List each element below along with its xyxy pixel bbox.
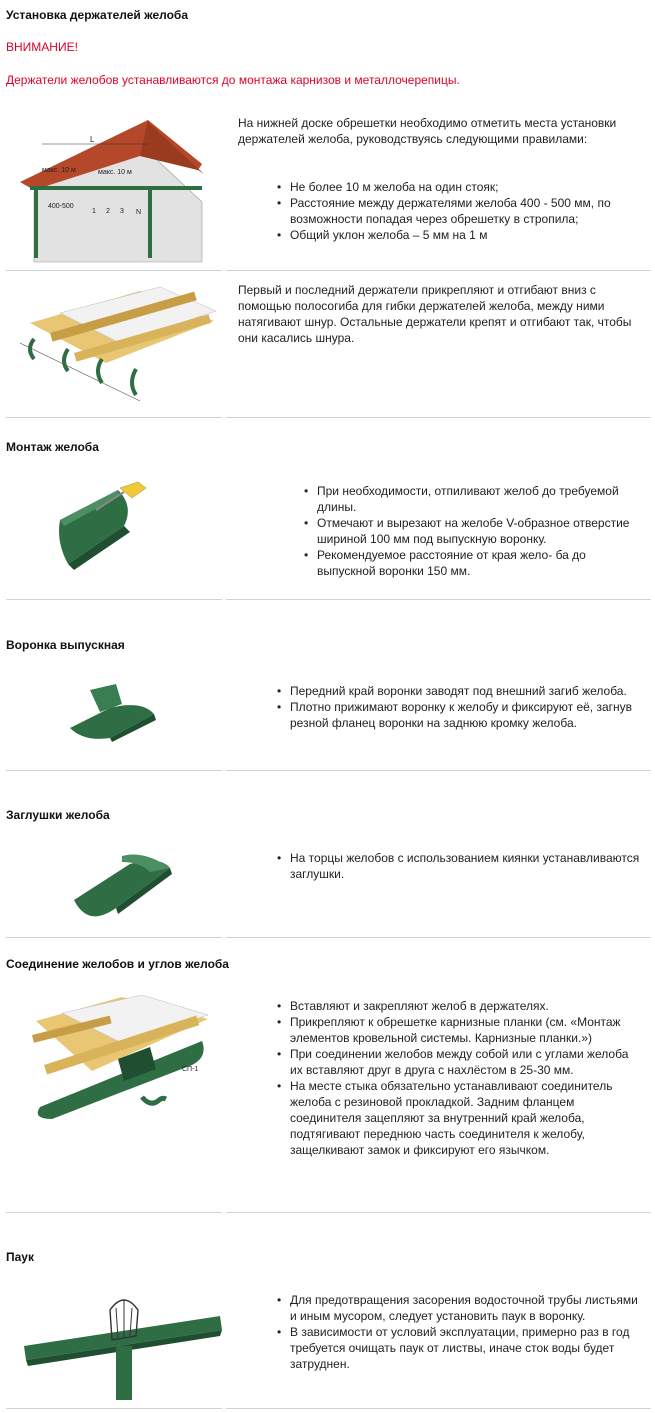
section-title-joints: Соединение желобов и углов желоба	[6, 957, 229, 971]
list-item: • В зависимости от условий эксплуатации, примерно раз в год требуется очищать паук от листвы, иначе сток воды будет затруднен.	[277, 1324, 642, 1372]
spider-strainer-illustration	[24, 1290, 224, 1402]
separator	[6, 1212, 222, 1213]
gutter-cap-illustration	[70, 850, 175, 930]
block2-text: Первый и последний держатели прикрепляют и отгибают вниз с помощью полосогиба для гибки держателей желоба, между ними натягивают шнур. Остальные держатели крепят и отгибают так, чтобы они касались шнура.	[238, 283, 632, 345]
separator	[6, 1408, 222, 1409]
separator	[226, 1408, 651, 1409]
warning-title: ВНИМАНИЕ!	[6, 40, 78, 54]
section-title-caps: Заглушки желоба	[6, 808, 110, 822]
holders-bending-illustration	[20, 283, 220, 411]
separator	[6, 270, 222, 271]
diagram-label-spacing: 400-500	[48, 203, 74, 210]
block1-rules-list	[277, 179, 642, 243]
separator	[226, 270, 651, 271]
separator	[226, 599, 651, 600]
list-item: • Плотно прижимают воронку к желобу и фиксируют её, загнув резной фланец воронки на заднюю кромку желоба.	[277, 699, 642, 731]
list-item: • Вставляют и закрепляют желоб в держателях.	[277, 998, 642, 1014]
page-title: Установка держателей желоба	[6, 8, 188, 22]
list-item: • Рекомендуемое расстояние от края жело- ба до выпускной воронки 150 мм.	[304, 547, 644, 579]
list-item: • Для предотвращения засорения водосточной трубы листьями и иным мусором, следует установить паук в воронку.	[277, 1292, 642, 1324]
list-item: • Не более 10 м желоба на один стояк;	[277, 179, 642, 195]
mount-list	[304, 483, 644, 579]
warning-text: Держатели желобов устанавливаются до монтажа карнизов и металлочерепицы.	[6, 73, 460, 87]
list-item: • При необходимости, отпиливают желоб до требуемой длины.	[304, 483, 644, 515]
spider-list	[277, 1292, 642, 1372]
diagram-label-max2: макс. 10 м	[98, 169, 132, 176]
separator	[6, 417, 222, 418]
list-item: • Общий уклон желоба – 5 мм на 1 м	[277, 227, 642, 243]
separator	[226, 1212, 651, 1213]
diagram-label-3: 3	[120, 208, 124, 215]
section-title-funnel: Воронка выпускная	[6, 638, 125, 652]
list-item: • На месте стыка обязательно устанавливают соединитель желоба с резиновой прокладкой. Задним фланцем соединителя зацепляют за внутренний край желоба, подтягивают переднюю часть соединителя к желобу, защелкивают замок и фиксируют его язычком.	[277, 1078, 642, 1158]
separator	[6, 770, 222, 771]
diagram-label-N: N	[136, 209, 142, 216]
list-item: • При соединении желобов между собой или с углами желоба их вставляют друг в друга с нахлёстом в 25-30 мм.	[277, 1046, 642, 1078]
diagram-label-2: 2	[106, 208, 110, 215]
block1-intro: На нижней доске обрешетки необходимо отметить места установки держателей желоба, руководствуясь следующими правилами:	[238, 116, 617, 146]
gutter-joint-illustration	[32, 995, 212, 1120]
gutter-cutting-illustration	[56, 480, 166, 572]
caps-list	[277, 850, 642, 882]
separator	[6, 599, 222, 600]
diagram-label-1: 1	[92, 208, 96, 215]
list-item: • Прикрепляют к обрешетке карнизные планки (см. «Монтаж элементов кровельной системы. Карнизные планки.»)	[277, 1014, 642, 1046]
section-title-spider: Паук	[6, 1250, 34, 1264]
house-diagram-illustration	[20, 112, 215, 264]
funnel-list	[277, 683, 642, 731]
list-item: • Отмечают и вырезают на желобе V-образное отверстие шириной 100 мм под выпускную воронку.	[304, 515, 644, 547]
section-title-mount: Монтаж желоба	[6, 440, 99, 454]
diagram-label-sp: СП-1	[182, 1066, 199, 1073]
diagram-label-L: L	[90, 135, 95, 144]
list-item: • Расстояние между держателями желоба 400 - 500 мм, по возможности попадая через обрешетку в стропила;	[277, 195, 642, 227]
separator	[6, 937, 222, 938]
list-item: • Передний край воронки заводят под внешний загиб желоба.	[277, 683, 642, 699]
separator	[226, 937, 651, 938]
list-item: • На торцы желобов с использованием киянки устанавливаются заглушки.	[277, 850, 642, 882]
outlet-funnel-illustration	[70, 682, 160, 742]
separator	[226, 770, 651, 771]
diagram-label-max1: макс. 10 м	[42, 167, 76, 174]
joints-list	[277, 998, 642, 1158]
separator	[226, 417, 651, 418]
